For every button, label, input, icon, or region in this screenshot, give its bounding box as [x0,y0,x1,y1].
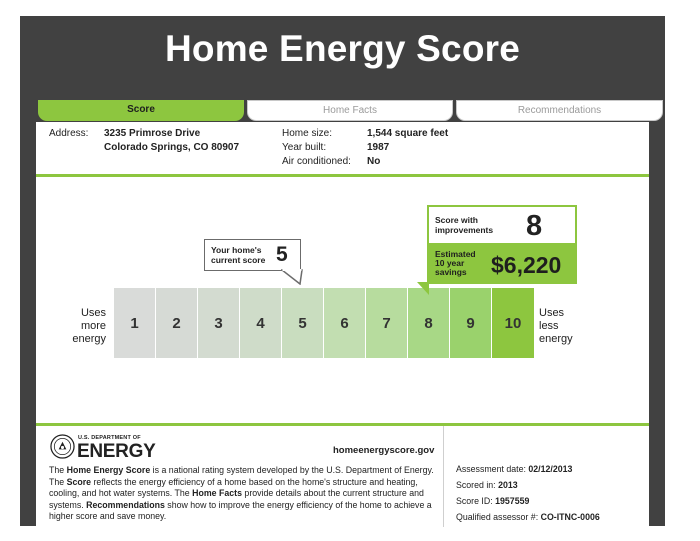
savings-label-line-2: 10 year [435,258,465,268]
assessment-details [456,461,600,525]
assessment-date-label: Assessment date: [456,464,526,474]
address-value [104,127,239,155]
doe-logo [50,433,160,461]
uses-more-line-3: energy [72,333,106,345]
score-cell-6: 6 [324,288,366,358]
savings-label-line-1: Estimated [435,249,476,259]
score-description [49,465,437,523]
website-link[interactable]: homeenergyscore.gov [333,445,435,456]
uses-less-line-1: Uses [539,307,565,319]
desc-bold-recommendations: Recommendations [86,499,165,510]
score-cell-1: 1 [114,288,156,358]
home-size-label: Home size: [282,128,333,139]
tab-home-facts[interactable]: Home Facts [247,100,453,121]
uses-less-line-2: less [539,320,559,332]
tab-bar [36,100,649,122]
uses-more-line-2: more [80,320,106,332]
assessor-value: CO-ITNC-0006 [540,512,600,522]
assessor-row [456,509,600,525]
score-cell-10: 10 [492,288,534,358]
uses-more-energy-label [56,307,106,346]
current-score-label [211,246,265,265]
home-size-value: 1,544 square feet [367,128,449,139]
tab-score[interactable]: Score [38,100,244,121]
home-facts-values [367,127,448,169]
address-line-1: 3235 Primrose Drive [104,128,201,139]
doe-seal-icon [50,434,75,459]
home-facts-labels [282,127,351,169]
year-built-value: 1987 [367,142,390,153]
current-score-pointer [281,269,303,285]
doe-department-text: U.S. DEPARTMENT OF [78,435,141,441]
improved-score-pointer [417,282,431,296]
scored-in-label: Scored in: [456,480,496,490]
score-cell-9: 9 [450,288,492,358]
score-id-label: Score ID: [456,496,493,506]
current-score-value: 5 [276,243,288,266]
savings-label-line-3: savings [435,267,467,277]
savings-value: $6,220 [491,252,562,278]
footer-divider [443,426,444,527]
improved-score-label [435,216,493,235]
score-scale [114,288,534,358]
scored-in-row [456,477,600,493]
score-cell-2: 2 [156,288,198,358]
savings-label [435,250,476,277]
address-label: Address: [49,128,89,139]
improved-score-callout [427,205,577,284]
score-id-row [456,493,600,509]
desc-bold-score: Score [66,476,92,487]
uses-less-line-3: energy [539,333,573,345]
divider-top [36,174,649,177]
score-cell-8: 8 [408,288,450,358]
score-id-value: 1957559 [495,496,530,506]
desc-text-1: The [49,465,67,475]
improved-score-label-line-1: Score with [435,215,478,225]
score-cell-3: 3 [198,288,240,358]
address-line-2: Colorado Springs, CO 80907 [104,142,240,153]
uses-less-energy-label [539,307,573,346]
assessment-date-row [456,461,600,477]
desc-text-2: is a national rating system developed by the U.S. Department of Energy. The [49,465,434,487]
assessor-label: Qualified assessor #: [456,512,539,522]
score-card-content [36,100,649,527]
assessment-date-value: 02/12/2013 [528,464,573,474]
page-title: Home Energy Score [164,28,521,69]
current-score-callout [204,239,301,271]
score-cell-5: 5 [282,288,324,358]
score-cell-4: 4 [240,288,282,358]
desc-text-4: provide details about the current structure and systems. [49,488,424,510]
year-built-label: Year built: [282,142,327,153]
current-score-label-line-1: Your home's [211,245,262,255]
improved-score-label-line-2: improvements [435,224,494,235]
score-cell-7: 7 [366,288,408,358]
desc-text-3: reflects the energy efficiency of a home based on the home's structure and heating, cooling, and hot water systems. The [49,476,418,498]
uses-more-line-1: Uses [80,307,106,319]
tab-recommendations[interactable]: Recommendations [456,100,663,121]
desc-bold-home-facts: Home Facts [192,488,242,498]
divider-bottom [36,423,649,426]
scored-in-value: 2013 [498,480,518,490]
current-score-label-line-2: current score [211,254,266,265]
air-conditioned-value: No [367,156,381,167]
doe-energy-text: ENERGY [77,441,156,462]
desc-bold-home-energy-score: Home Energy Score [66,465,151,475]
air-conditioned-label: Air conditioned: [282,156,351,167]
score-card-frame [20,16,665,526]
desc-text-5: show how to improve the energy efficiency of the home to achieve a higher score and save money. [49,499,432,521]
improved-score-value: 8 [526,210,543,242]
improved-score-panel [429,207,575,243]
